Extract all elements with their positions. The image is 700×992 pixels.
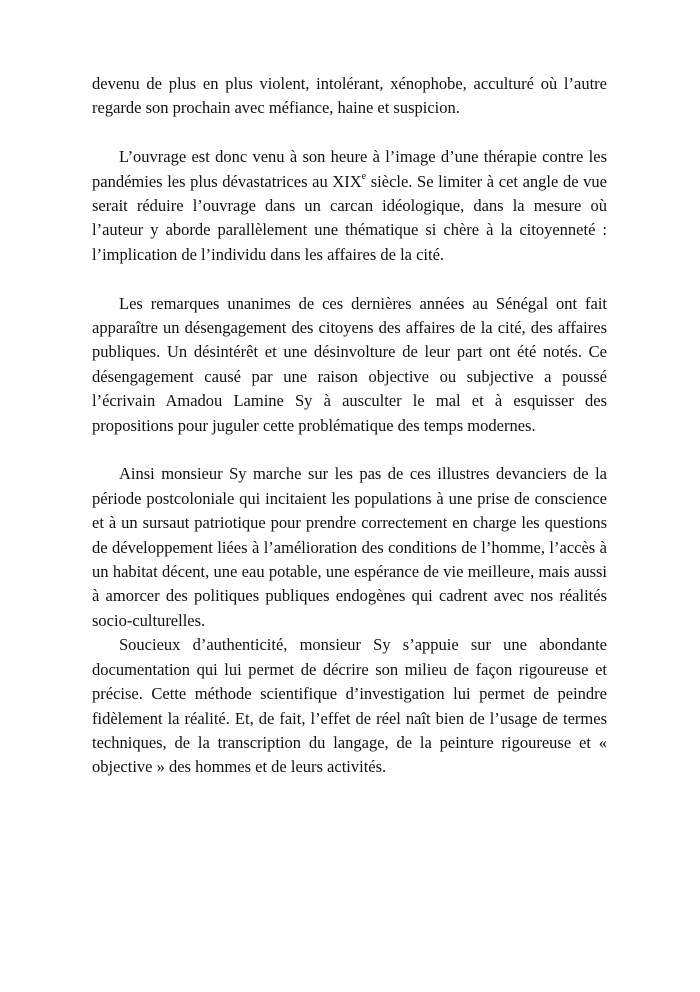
paragraph-2-start: L’ouvrage est donc venu à son heure à l’image d’une thérapie contre les pandémies les plus dévastatrices au XIX [92, 147, 607, 191]
paragraph-1: devenu de plus en plus violent, intolérant, xénophobe, acculturé où l’autre regarde son prochain avec méfiance, haine et suspicion. [92, 74, 607, 118]
paragraph-2 [92, 145, 607, 267]
paragraph-2-end: siècle. Se limiter à cet angle de vue serait réduire l’ouvrage dans un carcan idéologique, dans la mesure où l’auteur y aborde parallèlement une thématique si chère à la citoyenneté : l’implication de l’individu dans les affaires de la cité. [92, 171, 607, 264]
paragraph-4: Ainsi monsieur Sy marche sur les pas de ces illustres devanciers de la période postcoloniale qui incitaient les populations à une prise de conscience et à un sursaut patriotique pour prendre correctement en charge les questions de développement liées à l’amélioration des conditions de l’homme, l’accès à un habitat décent, une eau potable, une espérance de vie meilleure, mais aussi à amorcer des politiques publiques endogènes qui cadrent avec nos réalités socio-culturelles. [92, 464, 607, 630]
document-page [92, 72, 607, 780]
paragraph-3: Les remarques unanimes de ces dernières années au Sénégal ont fait apparaître un désengagement des citoyens des affaires de la cité, des affaires publiques. Un désintérêt et une désinvolture de leur part ont été notés. Ce désengagement causé par une raison objective ou subjective a poussé l’écrivain Amadou Lamine Sy à ausculter le mal et à esquisser des propositions pour juguler cette problématique des temps modernes. [92, 293, 607, 435]
century-superscript: e [361, 171, 367, 183]
paragraph-5: Soucieux d’authenticité, monsieur Sy s’appuie sur une abondante documentation qui lui permet de décrire son milieu de façon rigoureuse et précise. Cette méthode scientifique d’investigation lui permet de peindre fidèlement la réalité. Et, de fait, l’effet de réel naît bien de l’usage de termes techniques, de la transcription du langage, de la peinture rigoureuse et « objective » des hommes et de leurs activités. [92, 635, 607, 777]
